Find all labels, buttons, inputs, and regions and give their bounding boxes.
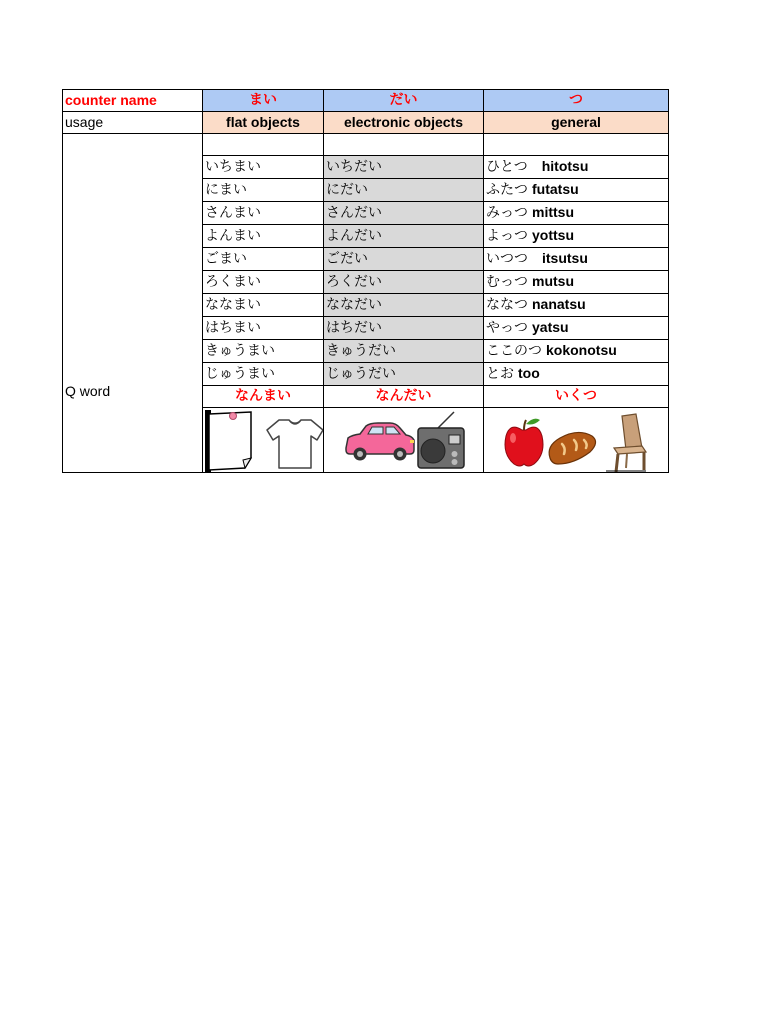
- bread-icon: [549, 432, 595, 464]
- tsu-romaji: too: [518, 365, 540, 381]
- counter-tsu-header: つ: [484, 90, 669, 112]
- dai-count: きゅうだい: [324, 340, 484, 363]
- tsu-count: [484, 317, 669, 340]
- tsu-kana: ふたつ: [486, 182, 528, 198]
- radio-icon: [418, 412, 464, 468]
- tsu-kana: とお: [486, 366, 514, 382]
- usage-dai: electronic objects: [324, 112, 484, 134]
- tsu-romaji: yatsu: [532, 319, 569, 335]
- blank-cell: [203, 134, 324, 156]
- tsu-romaji: hitotsu: [541, 158, 589, 174]
- mai-count: ろくまい: [203, 271, 324, 294]
- chair-icon: [606, 414, 646, 472]
- tsu-kana: やっつ: [486, 320, 528, 336]
- tsu-count: [484, 271, 669, 294]
- tsu-romaji: yottsu: [532, 227, 574, 243]
- mai-images: [205, 408, 324, 472]
- tsu-romaji: itsutsu: [542, 250, 588, 266]
- counter-mai-header: まい: [203, 90, 324, 112]
- tsu-romaji: kokonotsu: [546, 342, 617, 358]
- tsu-count: [484, 225, 669, 248]
- tsu-kana: ここのつ: [486, 343, 542, 359]
- tsu-count: [484, 363, 669, 386]
- tsu-count: [484, 248, 669, 271]
- dai-count: ななだい: [324, 294, 484, 317]
- car-icon: [346, 423, 414, 461]
- tsu-romaji: futatsu: [532, 181, 579, 197]
- dai-count: じゅうだい: [324, 363, 484, 386]
- blank-cell: [484, 134, 669, 156]
- tsu-kana: むっつ: [486, 274, 528, 290]
- dai-count: いちだい: [324, 156, 484, 179]
- tsu-count: [484, 340, 669, 363]
- mai-image-cell: [203, 408, 324, 473]
- tsu-kana: よっつ: [486, 228, 528, 244]
- dai-image-cell: [324, 408, 484, 473]
- counter-dai-header: だい: [324, 90, 484, 112]
- tsu-image-cell: [484, 408, 669, 473]
- mai-count: じゅうまい: [203, 363, 324, 386]
- apple-icon: [505, 419, 543, 466]
- tsu-count: [484, 294, 669, 317]
- tsu-kana: ひとつ: [486, 159, 528, 175]
- mai-count: きゅうまい: [203, 340, 324, 363]
- tsu-romaji: mutsu: [532, 273, 574, 289]
- usage-row: [63, 112, 669, 134]
- mai-count: にまい: [203, 179, 324, 202]
- mai-count: いちまい: [203, 156, 324, 179]
- dai-count: さんだい: [324, 202, 484, 225]
- tsu-count: [484, 156, 669, 179]
- counter-table: [62, 89, 669, 473]
- dai-count: ごだい: [324, 248, 484, 271]
- blank-cell: [324, 134, 484, 156]
- tsu-kana: ななつ: [486, 297, 528, 313]
- dai-count: ろくだい: [324, 271, 484, 294]
- q-word-tsu: いくつ: [484, 386, 669, 408]
- usage-tsu: general: [484, 112, 669, 134]
- tsu-count: [484, 179, 669, 202]
- header-row: [63, 90, 669, 112]
- mai-count: ごまい: [203, 248, 324, 271]
- tsu-kana: みっつ: [486, 205, 528, 221]
- q-word-dai: なんだい: [324, 386, 484, 408]
- counter-name-label: counter name: [63, 90, 203, 112]
- paper-icon: [205, 410, 251, 472]
- tsu-romaji: mittsu: [532, 204, 574, 220]
- tsu-kana: いつつ: [486, 251, 528, 267]
- tsu-images: [486, 408, 669, 472]
- dai-images: [326, 408, 484, 472]
- mai-count: はちまい: [203, 317, 324, 340]
- tshirt-icon: [267, 420, 323, 468]
- tsu-romaji: nanatsu: [532, 296, 586, 312]
- q-word-mai: なんまい: [203, 386, 324, 408]
- blank-row: [63, 134, 669, 156]
- dai-count: にだい: [324, 179, 484, 202]
- dai-count: はちだい: [324, 317, 484, 340]
- usage-mai: flat objects: [203, 112, 324, 134]
- mai-count: ななまい: [203, 294, 324, 317]
- mai-count: さんまい: [203, 202, 324, 225]
- tsu-count: [484, 202, 669, 225]
- dai-count: よんだい: [324, 225, 484, 248]
- q-word-label: Q word: [63, 134, 203, 473]
- usage-label: usage: [63, 112, 203, 134]
- mai-count: よんまい: [203, 225, 324, 248]
